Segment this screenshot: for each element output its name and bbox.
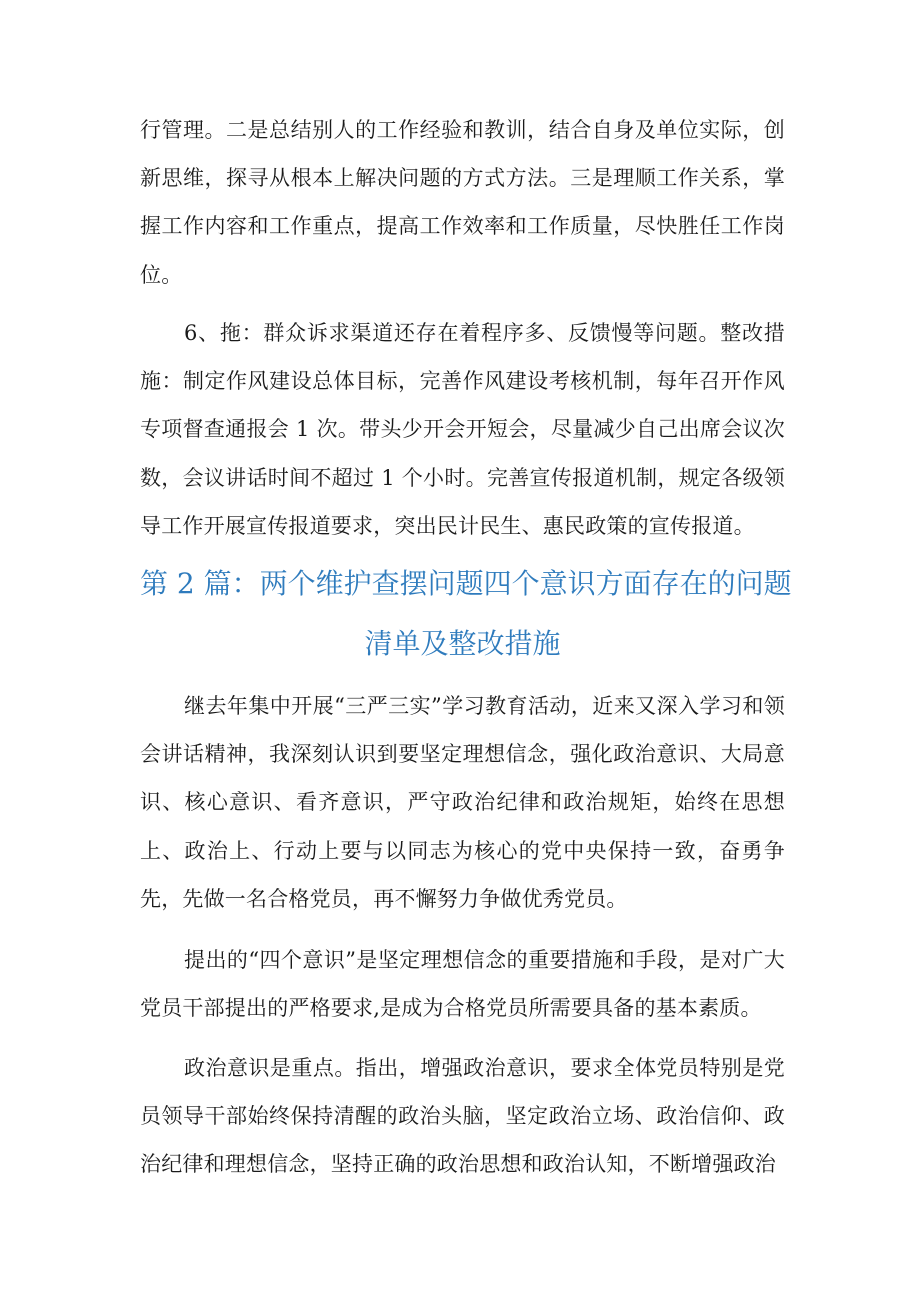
paragraph-political-awareness: 政治意识是重点。指出，增强政治意识，要求全体党员特别是党员领导干部始终保持清醒的政治头脑，坚定政治立场、政治信仰、政治纪律和理想信念，坚持正确的政治思想和政治认知，不断增强政治 xyxy=(140,1056,785,1177)
section-heading-line-1: 第 2 篇：两个维护查摆问题四个意识方面存在的问题 xyxy=(140,567,792,600)
paragraph-four-awareness: 提出的“四个意识”是坚定理想信念的重要措施和手段，是对广大党员干部提出的严格要求,是成为合格党员所需要具备的基本素质。 xyxy=(140,948,785,1021)
paragraph-intro: 继去年集中开展“三严三实”学习教育活动，近来又深入学习和领会讲话精神，我深刻认识到要坚定理想信念，强化政治意识、大局意识、核心意识、看齐意识，严守政治纪律和政治规矩，始终在思想上、政治上、行动上要与以同志为核心的党中央保持一致，奋勇争先，先做一名合格党员，再不懈努力争做优秀党员。 xyxy=(140,694,785,911)
section-heading-line-2: 清单及整改措施 xyxy=(364,627,561,660)
paragraph-item-6: 6、拖：群众诉求渠道还存在着程序多、反馈慢等问题。整改措施：制定作风建设总体目标，完善作风建设考核机制，每年召开作风专项督查通报会 1 次。带头少开会开短会，尽量减少自己出席会议次数，会议讲话时间不超过 1 个小时。完善宣传报道机制，规定各级领导工作开展宣传报道要求，突出民计民生、惠民政策的宣传报道。 xyxy=(140,321,785,538)
paragraph-continued: 行管理。二是总结别人的工作经验和教训，结合自身及单位实际，创新思维，探寻从根本上解决问题的方式方法。三是理顺工作关系，掌握工作内容和工作重点，提高工作效率和工作质量，尽快胜任工作岗位。 xyxy=(140,118,785,287)
